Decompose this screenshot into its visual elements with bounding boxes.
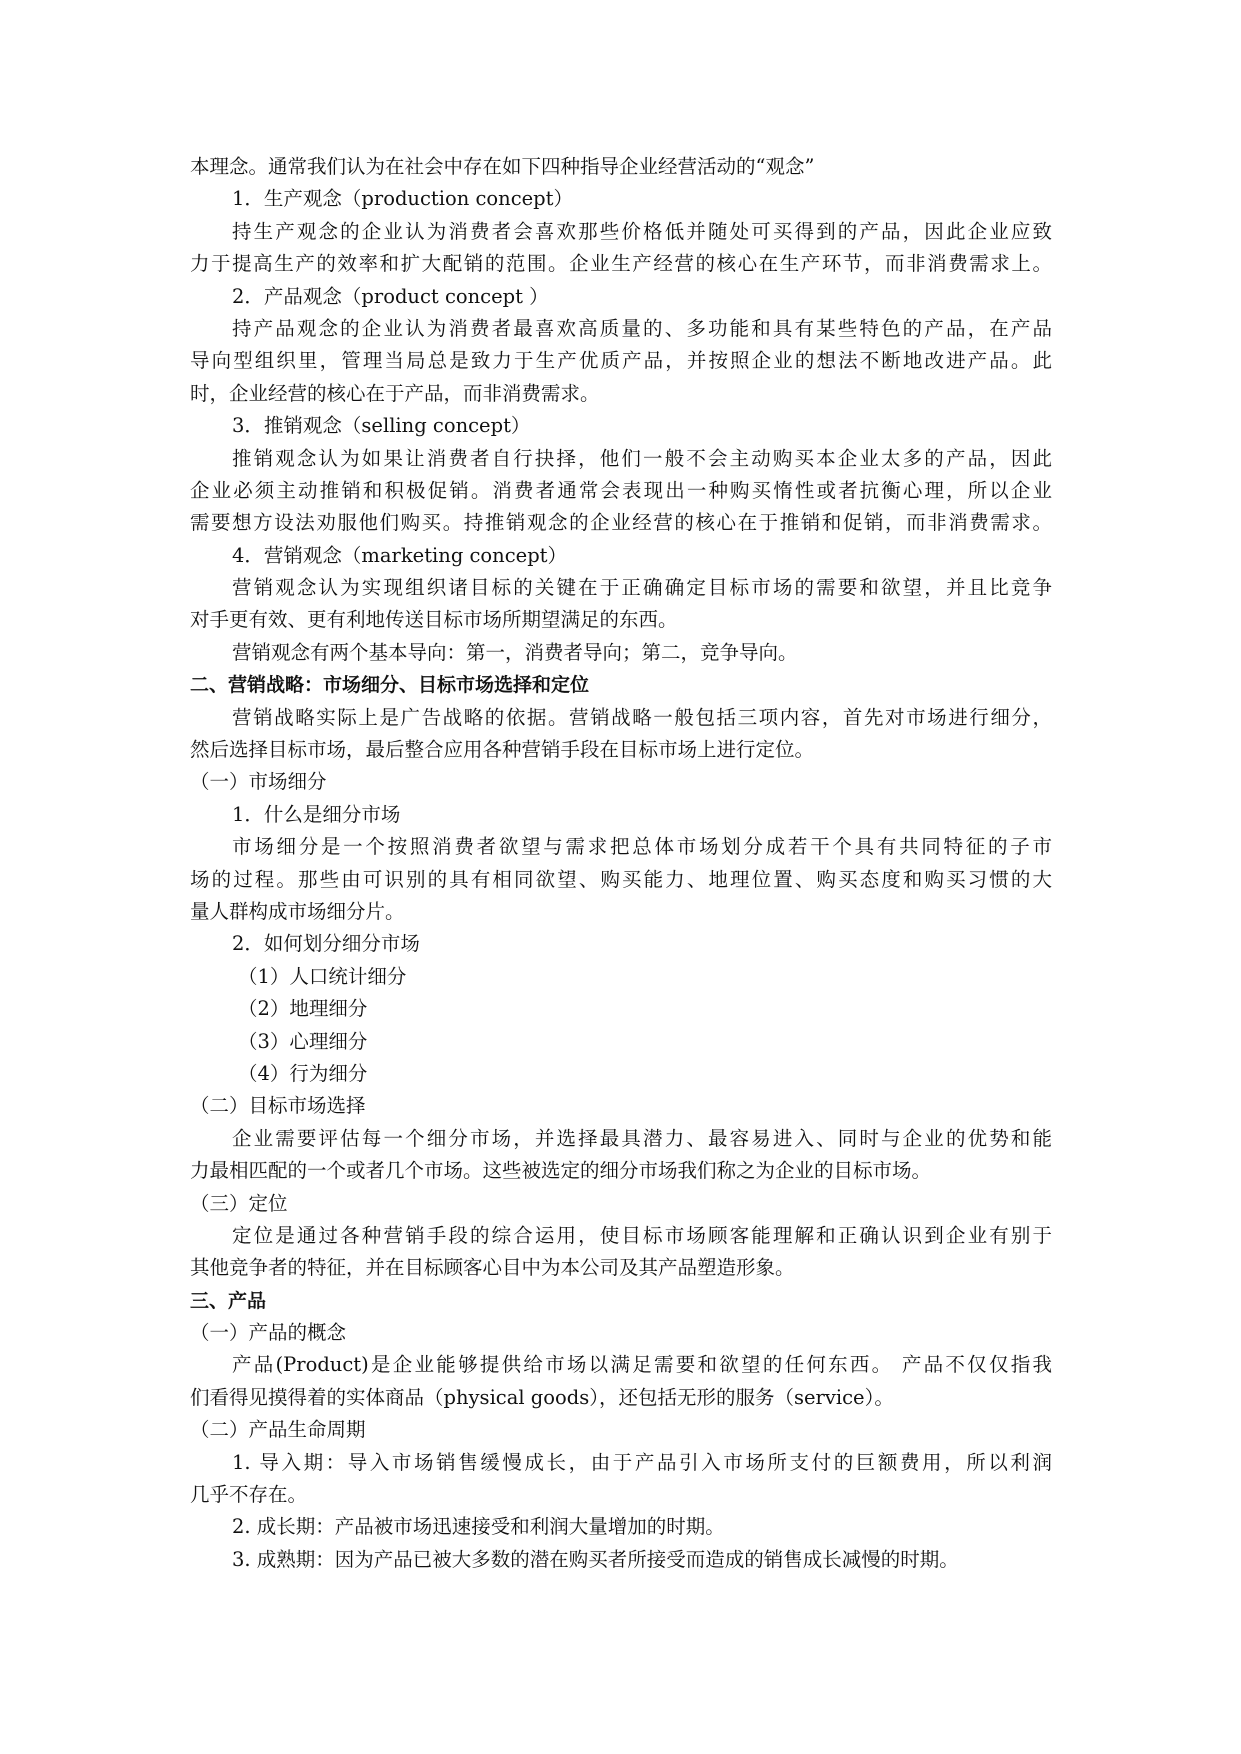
paragraph-line: 本理念。通常我们认为在社会中存在如下四种指导企业经营活动的“观念” [190,155,815,178]
section-heading: 三、产品 [190,1289,267,1312]
list-item: （1）人口统计细分 [238,964,407,988]
paragraph-line: 需要想方设法劝服他们购买。持推销观念的企业经营的核心在于推销和促销，而非消费需求。 [190,511,1052,535]
paragraph-line: 对手更有效、更有利地传送目标市场所期望满足的东西。 [190,608,678,632]
paragraph-line: 1. 导入期：导入市场销售缓慢成长，由于产品引入市场所支付的巨额费用，所以利润 [232,1450,1052,1474]
paragraph-line: 们看得见摸得着的实体商品（physical goods），还包括无形的服务（service）。 [190,1385,894,1409]
list-item-heading: 4．营销观念（marketing concept） [232,543,568,567]
paragraph-line: 然后选择目标市场，最后整合应用各种营销手段在目标市场上进行定位。 [190,738,815,762]
list-item: （4）行为细分 [238,1061,368,1085]
paragraph-line: 导向型组织里，管理当局总是致力于生产优质产品，并按照企业的想法不断地改进产品。此 [190,349,1052,373]
paragraph-line: 定位是通过各种营销手段的综合运用，使目标市场顾客能理解和正确认识到企业有别于 [232,1223,1052,1247]
paragraph-line: 持产品观念的企业认为消费者最喜欢高质量的、多功能和具有某些特色的产品，在产品 [232,316,1052,340]
paragraph-line: 2. 成长期：产品被市场迅速接受和利润大量增加的时期。 [232,1515,725,1539]
paragraph-line: 营销观念有两个基本导向：第一，消费者导向；第二，竞争导向。 [232,640,798,664]
paragraph-line: 3. 成熟期：因为产品已被大多数的潜在购买者所接受而造成的销售成长减慢的时期。 [232,1547,959,1571]
list-item-heading: 2．如何划分细分市场 [232,932,420,956]
list-item-heading: 2．产品观念（product concept ） [232,284,549,308]
paragraph-line: 市场细分是一个按照消费者欲望与需求把总体市场划分成若干个具有共同特征的子市 [232,835,1052,859]
paragraph-line: 力于提高生产的效率和扩大配销的范围。企业生产经营的核心在生产环节，而非消费需求上。 [190,252,1052,276]
list-item-heading: 3．推销观念（selling concept） [232,414,531,438]
subsection-heading: （二）产品生命周期 [190,1418,366,1442]
paragraph-line: 其他竞争者的特征，并在目标顾客心目中为本公司及其产品塑造形象。 [190,1256,795,1280]
paragraph-line: 力最相匹配的一个或者几个市场。这些被选定的细分市场我们称之为企业的目标市场。 [190,1159,932,1183]
paragraph-line: 量人群构成市场细分片。 [190,899,405,923]
list-item-heading: 1．什么是细分市场 [232,802,401,826]
subsection-heading: （一）产品的概念 [190,1321,347,1345]
paragraph-line: 持生产观念的企业认为消费者会喜欢那些价格低并随处可买得到的产品，因此企业应致 [232,219,1052,243]
list-item-heading: 1．生产观念（production concept） [232,187,573,211]
paragraph-line: 几乎不存在。 [190,1483,308,1507]
document-page [190,151,1052,1576]
paragraph-line: 产品(Product)是企业能够提供给市场以满足需要和欲望的任何东西。 产品不仅仅指我 [232,1353,1052,1377]
paragraph-line: 营销战略实际上是广告战略的依据。营销战略一般包括三项内容，首先对市场进行细分， [232,705,1052,729]
paragraph-line: 企业需要评估每一个细分市场，并选择最具潜力、最容易进入、同时与企业的优势和能 [232,1126,1052,1150]
subsection-heading: （一）市场细分 [190,770,327,794]
paragraph-line: 企业必须主动推销和积极促销。消费者通常会表现出一种购买惰性或者抗衡心理，所以企业 [190,478,1052,502]
subsection-heading: （三）定位 [190,1191,288,1215]
list-item: （3）心理细分 [238,1029,368,1053]
paragraph-line: 场的过程。那些由可识别的具有相同欲望、购买能力、地理位置、购买态度和购买习惯的大 [190,867,1052,891]
paragraph-line: 推销观念认为如果让消费者自行抉择，他们一般不会主动购买本企业太多的产品，因此 [232,446,1052,470]
section-heading: 二、营销战略：市场细分、目标市场选择和定位 [190,674,590,697]
paragraph-line: 时，企业经营的核心在于产品，而非消费需求。 [190,381,600,405]
paragraph-line: 营销观念认为实现组织诸目标的关键在于正确确定目标市场的需要和欲望，并且比竞争 [232,576,1052,600]
subsection-heading: （二）目标市场选择 [190,1094,366,1118]
list-item: （2）地理细分 [238,997,368,1021]
